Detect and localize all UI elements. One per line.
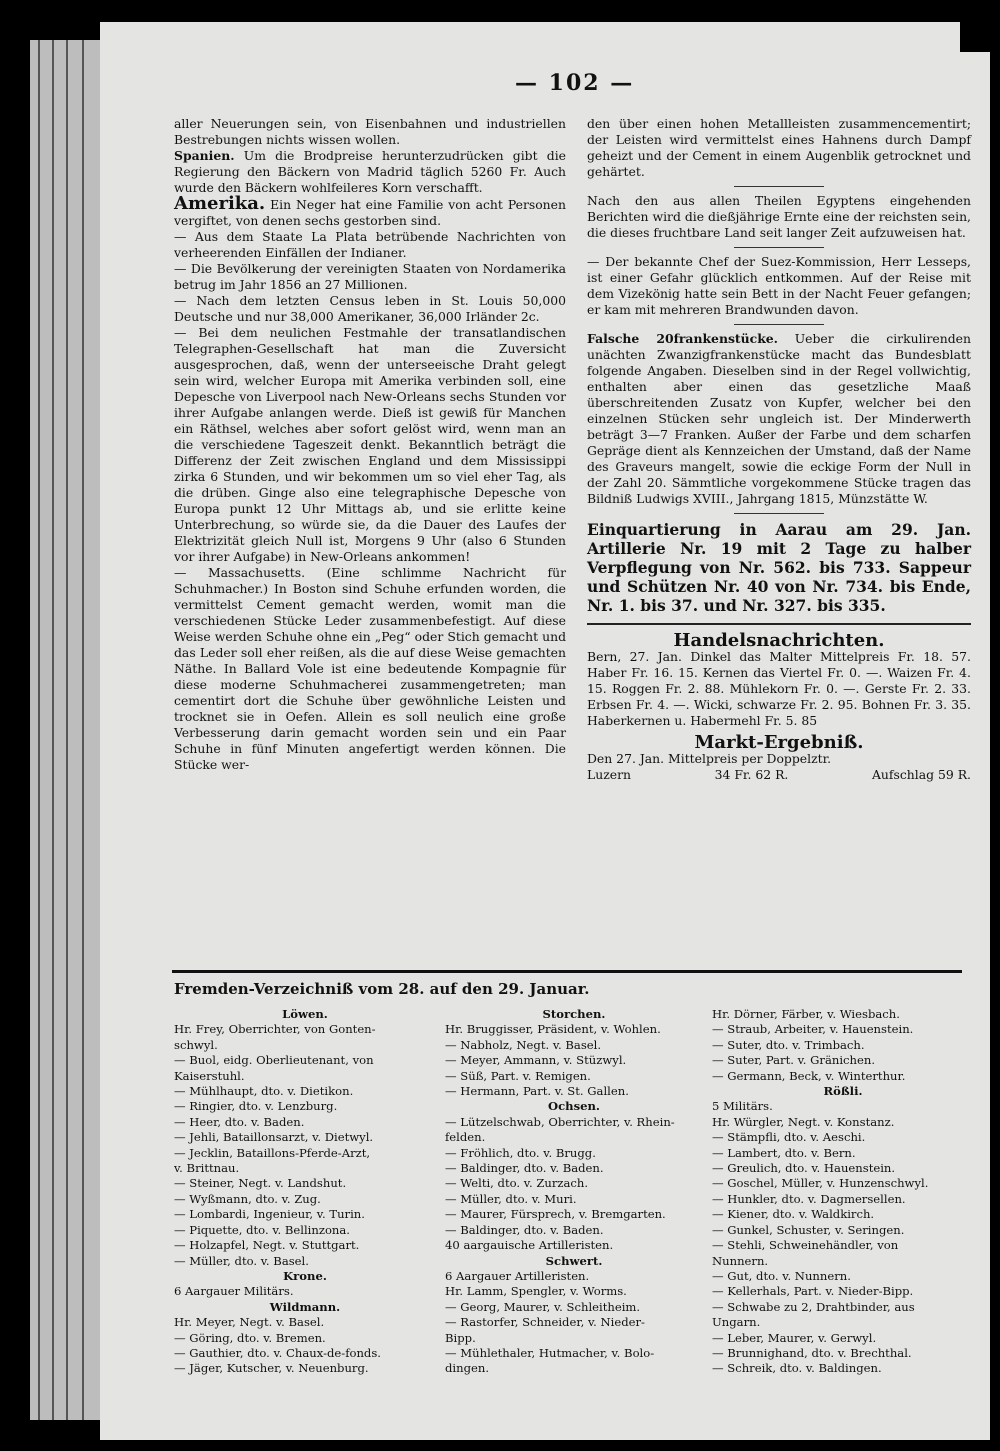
section-rule xyxy=(172,970,962,973)
guest-line: — Goschel, Müller, v. Hunzenschwyl. xyxy=(712,1176,929,1191)
headline-handel: Handelsnachrichten. xyxy=(673,630,885,651)
markt-price: 34 Fr. 62 R. xyxy=(714,767,789,782)
guest-line: — Steiner, Negt. v. Landshut. xyxy=(174,1176,347,1191)
headline-amerika: Amerika. xyxy=(174,193,266,214)
guest-line: — Lützelschwab, Oberrichter, v. Rhein- xyxy=(445,1114,675,1129)
paragraph: den über einen hohen Metallleisten zusammencementirt; der Leisten wird vermittelst eines Hahnens durch Dampf geheizt und der Cement in einem Augenblik getrocknet und gehärtet. xyxy=(587,116,971,179)
separator xyxy=(734,324,824,325)
guest-line: — Hunkler, dto. v. Dagmersellen. xyxy=(712,1191,906,1206)
guest-line: 6 Aargauer Artilleristen. xyxy=(445,1268,590,1283)
paragraph: — Bei dem neulichen Festmahle der transatlandischen Telegraphen-Gesellschaft hat man die Zuversicht ausgesprochen, daß, wenn der unterseeische Draht gelegt sein wird, welcher Europa mit Amerika verbinden soll, eine Depesche von Liverpool nach New-Orleans sechs Stunden vor ihrer Aufgabe anlangen werde. Dieß ist gewiß für Manchen ein Räthsel, welches aber sofort gelöst wird, wenn man an die verschiedene Tageszeit denkt. Bekanntlich beträgt die Differenz der Zeit zwischen England und dem Mississippi zirka 6 Stunden, und wir bekommen um so viel eher Tag, als die drüben. Ginge also eine telegraphische Depesche von Europa punkt 12 Uhr Mittags ab, und sie erlitte keine Unterbrechung, so würde sie, da die Dauer des Laufes der Elektrizität gleich Null ist, Morgens 9 Uhr (also 6 Stunden vor ihrer Aufgabe) in New-Orleans ankommen! xyxy=(174,325,566,564)
headline-markt: Markt-Ergebniß. xyxy=(694,732,864,753)
guest-line: Hr. Meyer, Negt. v. Basel. xyxy=(174,1315,325,1330)
guest-line: 5 Militärs. xyxy=(712,1099,773,1114)
guest-line: — Süß, Part. v. Remigen. xyxy=(445,1068,591,1083)
article-text: Ueber die cirkulirenden unächten Zwanzigfrankenstücke macht das Bundesblatt folgende Angaben. Dieselben sind in der Regel vollwichtig, enthalten aber einen das gesetzliche Maaß überschreitenden Zusatz von Kupfer, welcher bei den einzelnen Stücken sehr ungleich ist. Der Minderwerth beträgt 3—7 Franken. Außer der Farbe und dem scharfen Gepräge dient als Kennzeichen der Umstand, daß der Name des Graveurs mangelt, sowie die eckige Form der Null in der Zahl 20. Sämmtliche vorgekommene Stücke tragen das Bildniß Ludwigs XVIII., Jahrgang 1815, Münzstätte W. xyxy=(587,331,971,506)
guest-line: — Suter, dto. v. Trimbach. xyxy=(712,1037,865,1052)
guest-line: 40 aargauische Artilleristen. xyxy=(445,1238,614,1253)
guest-line: — Buol, eidg. Oberlieutenant, von xyxy=(174,1053,374,1068)
article-falsche xyxy=(587,331,971,507)
fremden-col-2 xyxy=(445,1007,703,1377)
guest-line: — Baldinger, dto. v. Baden. xyxy=(445,1222,604,1237)
guest-line: — Gauthier, dto. v. Chaux-de-fonds. xyxy=(174,1345,381,1360)
inn-heading: Löwen. xyxy=(282,1007,328,1021)
guest-line: — Piquette, dto. v. Bellinzona. xyxy=(174,1222,350,1237)
inn-heading: Wildmann. xyxy=(269,1299,341,1314)
guest-line: — Kiener, dto. v. Waldkirch. xyxy=(712,1207,875,1222)
paragraph: — Massachusetts. (Eine schlimme Nachricht für Schuhmacher.) In Boston sind Schuhe erfunden worden, die vermittelst Cement gemacht werden, womit man die verschiedenen Stücke Leder zusammenbefestigt. Auf diese Weise werden Schuhe ohne ein „Peg“ oder Stich gemacht und das Leder soll eher reißen, als die auf diese Weise gemachten Näthe. In Ballard Vole ist eine bedeutende Kompagnie für diese moderne Schuhmacherei zusammengetreten; man cementirt dort die Schuhe über gewöhnliche Leisten und trocknet sie in Oefen. Allein es soll neulich eine große Verbesserung darin gemacht worden sein und ein Paar Schuhe in fünf Minuten angefertigt werden können. Die Stücke wer- xyxy=(174,565,566,772)
guest-line: Hr. Dörner, Färber, v. Wiesbach. xyxy=(712,1007,900,1021)
headline-falsche: Falsche 20frankenstücke. xyxy=(587,331,778,346)
einquartierung-notice: Einquartierung in Aarau am 29. Jan. Artillerie Nr. 19 mit 2 Tage zu halber Verpflegung von Nr. 562. bis 733. Sappeur und Schützen Nr. 40 von Nr. 734. bis Ende, Nr. 1. bis 37. und Nr. 327. bis 335. xyxy=(587,520,971,615)
guest-line: — Germann, Beck, v. Winterthur. xyxy=(712,1068,906,1083)
article-text: Ein Neger hat eine Familie von acht Personen vergiftet, von denen sechs gestorben sind. xyxy=(174,197,566,228)
guest-line: — Welti, dto. v. Zurzach. xyxy=(445,1176,589,1191)
binding-edge xyxy=(52,40,54,1420)
guest-line: — Jäger, Kutscher, v. Neuenburg. xyxy=(174,1361,369,1376)
guest-line: — Meyer, Ammann, v. Stüzwyl. xyxy=(445,1053,627,1068)
article-text: Um die Brodpreise herunterzudrücken gibt die Regierung den Bäckern von Madrid täglich 5260 Fr. Auch wurde den Bäckern wohlfeileres Korn verschafft. xyxy=(174,148,566,195)
guest-line: — Gut, dto. v. Nunnern. xyxy=(712,1268,851,1283)
guest-line: — Gunkel, Schuster, v. Seringen. xyxy=(712,1222,905,1237)
guest-line: — Jehli, Bataillonsarzt, v. Dietwyl. xyxy=(174,1130,374,1145)
newspaper-page xyxy=(100,22,990,1440)
markt-place: Luzern xyxy=(587,767,631,782)
markt-row xyxy=(587,767,971,783)
guest-line: — Fröhlich, dto. v. Brugg. xyxy=(445,1145,596,1160)
guest-line: — Brunnighand, dto. v. Brechthal. xyxy=(712,1345,912,1360)
guest-line: — Lombardi, Ingenieur, v. Turin. xyxy=(174,1207,365,1222)
guest-line: Hr. Bruggisser, Präsident, v. Wohlen. xyxy=(445,1022,661,1037)
guest-line: — Nabholz, Negt. v. Basel. xyxy=(445,1037,602,1052)
guest-line: — Georg, Maurer, v. Schleitheim. xyxy=(445,1299,641,1314)
book-binding xyxy=(30,40,102,1420)
guest-line: — Stehli, Schweinehändler, von xyxy=(712,1238,899,1253)
guest-line: — Holzapfel, Negt. v. Stuttgart. xyxy=(174,1238,360,1253)
guest-line: — Müller, dto. v. Basel. xyxy=(174,1253,309,1268)
guest-line: — Wyßmann, dto. v. Zug. xyxy=(174,1191,321,1206)
guest-line: — Leber, Maurer, v. Gerwyl. xyxy=(712,1330,877,1345)
binding-edge xyxy=(38,40,40,1420)
separator xyxy=(734,186,824,187)
right-column xyxy=(587,116,971,783)
article-spanien xyxy=(174,148,566,196)
page-number: — 102 — xyxy=(515,70,635,96)
guest-line: Nunnern. xyxy=(712,1253,769,1268)
fremden-col-1 xyxy=(174,1007,436,1377)
markt-note: Aufschlag 59 R. xyxy=(871,767,971,782)
paragraph: — Der bekannte Chef der Suez-Kommission, Herr Lesseps, ist einer Gefahr glücklich entkommen. Auf der Reise mit dem Vizekönig hatte sein Bett in der Nacht Feuer gefangen; er kam mit mehreren Brandwunden davon. xyxy=(587,254,971,317)
guest-line: schwyl. xyxy=(174,1037,218,1052)
inn-heading: Schwert. xyxy=(545,1253,603,1268)
paragraph: aller Neuerungen sein, von Eisenbahnen und industriellen Bestrebungen nichts wissen wollen. xyxy=(174,116,566,147)
binding-edge xyxy=(82,40,84,1420)
fremden-title: Fremden-Verzeichniß vom 28. auf den 29. Januar. xyxy=(174,980,590,998)
inn-heading: Rößli. xyxy=(823,1084,863,1099)
paragraph: — Die Bevölkerung der vereinigten Staaten von Nordamerika betrug im Jahr 1856 an 27 Millionen. xyxy=(174,261,566,292)
separator xyxy=(734,513,824,514)
fremden-col-3 xyxy=(712,1007,974,1377)
guest-line: — Jecklin, Bataillons-Pferde-Arzt, xyxy=(174,1145,371,1160)
guest-line: — Mühlethaler, Hutmacher, v. Bolo- xyxy=(445,1345,655,1360)
inn-heading: Krone. xyxy=(283,1268,327,1283)
guest-line: Ungarn. xyxy=(712,1315,761,1330)
paragraph: — Nach dem letzten Census leben in St. Louis 50,000 Deutsche und nur 38,000 Amerikaner, 36,000 Irländer 2c. xyxy=(174,293,566,324)
guest-line: — Schreik, dto. v. Baldingen. xyxy=(712,1361,882,1376)
handel-text: Bern, 27. Jan. Dinkel das Malter Mittelpreis Fr. 18. 57. Haber Fr. 16. 15. Kernen das Viertel Fr. 0. —. Waizen Fr. 4. 15. Roggen Fr. 2. 88. Mühlekorn Fr. 0. —. Gerste Fr. 2. 33. Erbsen Fr. 4. —. Wicki, schwarze Fr. 2. 95. Bohnen Fr. 3. 35. Haberkernen u. Habermehl Fr. 5. 85 xyxy=(587,649,971,728)
guest-line: — Straub, Arbeiter, v. Hauenstein. xyxy=(712,1022,914,1037)
guest-line: Hr. Frey, Oberrichter, von Gonten- xyxy=(174,1022,376,1037)
guest-line: — Baldinger, dto. v. Baden. xyxy=(445,1161,604,1176)
guest-line: — Müller, dto. v. Muri. xyxy=(445,1191,577,1206)
inn-heading: Ochsen. xyxy=(548,1099,600,1114)
headline-spanien: Spanien. xyxy=(174,148,235,163)
article-amerika xyxy=(174,193,566,229)
guest-line: dingen. xyxy=(445,1361,490,1376)
guest-line: — Mühlhaupt, dto. v. Dietikon. xyxy=(174,1084,354,1099)
guest-line: Hr. Würgler, Negt. v. Konstanz. xyxy=(712,1114,895,1129)
guest-line: Hr. Lamm, Spengler, v. Worms. xyxy=(445,1284,627,1299)
guest-line: Bipp. xyxy=(445,1330,476,1345)
binding-edge xyxy=(66,40,68,1420)
markt-line: Den 27. Jan. Mittelpreis per Doppelztr. xyxy=(587,751,832,766)
guest-line: — Göring, dto. v. Bremen. xyxy=(174,1330,326,1345)
guest-line: — Greulich, dto. v. Hauenstein. xyxy=(712,1161,896,1176)
guest-line: 6 Aargauer Militärs. xyxy=(174,1284,294,1299)
separator xyxy=(587,623,971,625)
guest-line: — Schwabe zu 2, Drahtbinder, aus xyxy=(712,1299,915,1314)
page-corner xyxy=(960,22,990,52)
paragraph: — Aus dem Staate La Plata betrübende Nachrichten von verheerenden Einfällen der Indianer. xyxy=(174,229,566,260)
separator xyxy=(734,247,824,248)
guest-line: — Lambert, dto. v. Bern. xyxy=(712,1145,856,1160)
guest-line: — Maurer, Fürsprech, v. Bremgarten. xyxy=(445,1207,666,1222)
guest-line: — Heer, dto. v. Baden. xyxy=(174,1114,305,1129)
left-column xyxy=(174,116,566,773)
guest-line: Kaiserstuhl. xyxy=(174,1068,245,1083)
inn-heading: Storchen. xyxy=(542,1007,606,1021)
guest-line: v. Brittnau. xyxy=(174,1161,240,1176)
paragraph: Nach den aus allen Theilen Egyptens eingehenden Berichten wird die dießjährige Ernte eine der reichsten sein, die dieses fruchtbare Land seit langer Zeit aufzuweisen hat. xyxy=(587,193,971,240)
guest-line: — Ringier, dto. v. Lenzburg. xyxy=(174,1099,338,1114)
guest-line: — Kellerhals, Part. v. Nieder-Bipp. xyxy=(712,1284,914,1299)
guest-line: — Suter, Part. v. Gränichen. xyxy=(712,1053,876,1068)
guest-line: felden. xyxy=(445,1130,486,1145)
guest-line: — Stämpfli, dto. v. Aeschi. xyxy=(712,1130,866,1145)
guest-line: — Rastorfer, Schneider, v. Nieder- xyxy=(445,1315,645,1330)
guest-line: — Hermann, Part. v. St. Gallen. xyxy=(445,1084,629,1099)
